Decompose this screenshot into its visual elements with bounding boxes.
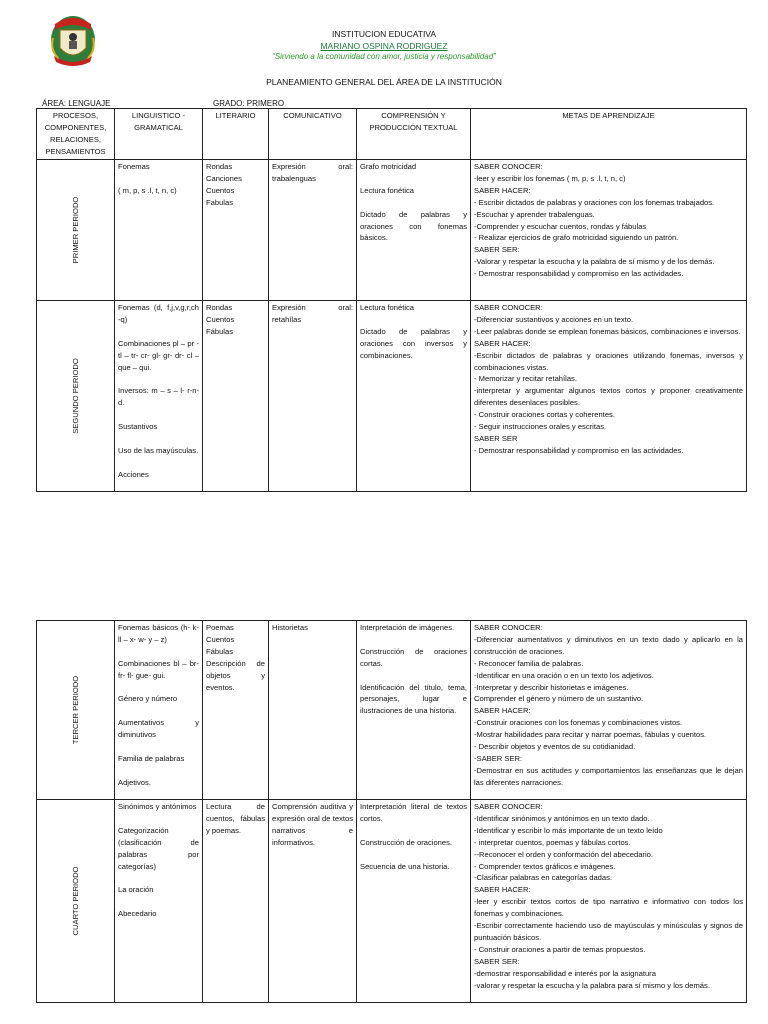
col-header-procesos: PROCESOS, COMPONENTES, RELACIONES, PENSAMIENTOS [37, 109, 115, 160]
period-label-cell [37, 301, 115, 492]
linguistico-text: Aumentativos y diminutivos [118, 718, 199, 740]
comunicativo-cell [269, 800, 357, 1003]
metas-text: SABER HACER: [474, 706, 531, 716]
metas-text: -Mostrar habilidades para recitar y narrar poemas, fábulas y cuentos. [474, 730, 707, 740]
literario-text: Cuentos [206, 314, 235, 324]
metas-text: - Memorizar y recitar retahílas. [474, 374, 577, 384]
literario-text: Fábulas [206, 646, 234, 656]
linguistico-text: Familia de palabras [118, 753, 185, 763]
metas-text: SABER HACER: [474, 885, 531, 895]
table-row [37, 621, 747, 800]
literario-text: Canciones [206, 173, 242, 183]
literario-text: Fábulas [206, 326, 234, 336]
metas-text: -Escribir dictados de palabras y oraciones utilizando fonemas, inversos y combinaciones vistas. [474, 350, 743, 372]
metas-text: -valorar y respetar la escucha y la palabra para sí mismo y los demás. [474, 980, 710, 990]
metas-text: - Reconocer familia de palabras. [474, 658, 584, 668]
metas-cell [471, 301, 747, 492]
metas-text: -Identificar y escribir lo más importante de un texto leído [474, 825, 663, 835]
area-label: ÁREA: LENGUAJE [42, 99, 111, 108]
literario-text: Cuentos [206, 634, 235, 644]
linguistico-cell [115, 160, 203, 301]
metas-text: -Comprender y escuchar cuentos, rondas y fábulas [474, 221, 647, 231]
metas-text: -Clasificar palabras en categorías dadas. [474, 873, 613, 883]
comprension-text: Grafo motricidad [360, 162, 417, 171]
metas-cell [471, 621, 747, 800]
metas-text: SABER CONOCER: [474, 162, 543, 171]
period-label: PRIMER PERIODO [70, 196, 80, 264]
metas-text: -Demostrar en sus actitudes y comportamientos las enseñanzas que le dejan las diferentes narraciones. [474, 765, 743, 787]
literario-cell [203, 301, 269, 492]
col-header-metas: METAS DE APRENDIZAJE [471, 109, 747, 160]
metas-cell [471, 800, 747, 1003]
comprension-cell [357, 160, 471, 301]
metas-text: -Interpretar y describir historietas e imágenes. [474, 682, 629, 692]
metas-text: -Valorar y respetar la escucha y la palabra de sí mismo y de los demás. [474, 257, 715, 267]
comprension-text: Construcción de oraciones. [360, 837, 453, 847]
linguistico-text: ( m, p, s .l, t, n, c) [118, 185, 177, 195]
metas-text: -demostrar responsabilidad e interés por la asignatura [474, 968, 656, 978]
comprension-cell [357, 621, 471, 800]
linguistico-text: Combinaciones bl – br- fr- fl- gue- gui. [118, 658, 199, 680]
grado-label: GRADO: PRIMERO [213, 99, 285, 108]
comunicativo-cell [269, 301, 357, 492]
metas-text: -Escuchar y aprender trabalenguas. [474, 209, 595, 219]
period-label: SEGUNDO PERIODO [70, 358, 80, 434]
metas-text: SABER SER [474, 433, 518, 443]
plan-title: PLANEAMIENTO GENERAL DEL ÁREA DE LA INSTITUCIÓN [266, 77, 502, 87]
metas-text: - Construir oraciones a partir de temas propuestos. [474, 944, 646, 954]
linguistico-text: Inversos: m – s – l- r-n-d. [118, 386, 199, 408]
metas-text: SABER HACER: [474, 338, 531, 348]
literario-text: Cuentos [206, 185, 235, 195]
comunicativo-cell [269, 621, 357, 800]
metas-text: - Realizar ejercicios de grafo motricidad siguiendo un patrón. [474, 233, 679, 243]
literario-text: Lectura de cuentos, fábulas y poemas. [206, 802, 265, 835]
metas-text: -SABER SER: [474, 753, 523, 763]
table-header-row [37, 109, 747, 160]
school-crest-logo [46, 10, 100, 70]
comprension-text: Secuencia de una historia. [360, 861, 450, 871]
comprension-text: Interpretación de imágenes. [360, 623, 455, 632]
metas-text: -leer y escribir los fonemas ( m, p, s .l, t, n, c) [474, 173, 626, 183]
comprension-text: Interpretación literal de textos cortos. [360, 802, 467, 823]
metas-text: -Escribir correctamente haciendo uso de mayúsculas y minúsculas y signos de puntuación básicos. [474, 921, 743, 942]
metas-text: SABER HACER: [474, 185, 531, 195]
linguistico-text: Abecedario [118, 909, 157, 919]
literario-text: Descripción de objetos y eventos. [206, 658, 265, 692]
comprension-text: Lectura fonética [360, 303, 415, 312]
metas-text: - Seguir instrucciones orales y escritas. [474, 422, 607, 432]
literario-cell [203, 160, 269, 301]
metas-text: -Diferenciar aumentativos y diminutivos en un texto dado y aplicarlo en la construcción de oraciones. [474, 634, 743, 656]
metas-text: -Construir oraciones con los fonemas y combinaciones vistos. [474, 718, 683, 728]
metas-text: - interpretar cuentos, poemas y fábulas cortos. [474, 837, 631, 847]
table-row [37, 160, 747, 301]
literario-text: Rondas [206, 162, 233, 171]
metas-text: -Leer palabras donde se emplean fonemas básicos, combinaciones e inversos. [474, 326, 741, 336]
institution-title: INSTITUCION EDUCATIVA [331, 29, 437, 39]
metas-text: Comprender el género y número de un sustantivo. [474, 694, 644, 704]
metas-text: - Demostrar responsabilidad y compromiso en las actividades. [474, 445, 684, 455]
linguistico-text: Adjetivos. [118, 777, 151, 787]
linguistico-text: Fonemas [118, 162, 150, 171]
period-label-cell [37, 160, 115, 301]
comunicativo-text: Expresión oral: trabalenguas [272, 162, 353, 183]
linguistico-cell [115, 621, 203, 800]
institution-name: MARIANO OSPINA RODRIGUEZ [320, 41, 448, 51]
linguistico-text: Combinaciones pl – pr - tl – tr- cr- gl- gr- dr- cl – que – qui. [118, 338, 199, 372]
period-label-cell [37, 800, 115, 1003]
linguistico-text: Acciones [118, 469, 149, 479]
literario-text: Fabulas [206, 197, 234, 207]
linguistico-text: Sustantivos [118, 422, 158, 432]
literario-cell [203, 800, 269, 1003]
metas-text: - Escribir dictados de palabras y oraciones con los fonemas trabajados. [474, 197, 715, 207]
col-header-comunicativo: COMUNICATIVO [269, 109, 357, 160]
metas-text: SABER SER: [474, 245, 520, 255]
comunicativo-text: Comprensión auditiva y expresión oral de textos narrativos e informativos. [272, 802, 353, 847]
metas-text: SABER SER: [474, 956, 520, 966]
metas-text: -interpretar y argumentar algunos textos cortos y proponer creativamente diferentes desenlaces posibles. [474, 386, 743, 408]
plan-table-page-2 [36, 620, 747, 1003]
linguistico-cell [115, 301, 203, 492]
col-header-comprension: COMPRENSIÓN Y PRODUCCIÓN TEXTUAL [357, 109, 471, 160]
metas-text: -leer y escribir textos cortos de tipo narrativo e informativo con todos los fonemas y combinaciones. [474, 897, 743, 919]
metas-text: -Identificar sinónimos y antónimos en un texto dado. [474, 813, 650, 823]
period-label: TERCER PERIODO [70, 675, 80, 745]
period-label-cell [37, 621, 115, 800]
linguistico-text: Uso de las mayúsculas. [118, 445, 199, 455]
metas-text: SABER CONOCER: [474, 623, 543, 632]
period-label: CUARTO PERIODO [70, 866, 80, 936]
comprension-text: Dictado de palabras y oraciones con inversos y combinaciones. [360, 326, 467, 360]
linguistico-cell [115, 800, 203, 1003]
comprension-cell [357, 301, 471, 492]
metas-text: - Construir oraciones cortas y coherentes. [474, 410, 615, 420]
linguistico-text: Sinónimos y antónimos [118, 802, 197, 811]
linguistico-text: La oración [118, 885, 154, 895]
institution-motto: “Sirviendo a la comunidad con amor, justicia y responsabilidad” [272, 52, 496, 61]
comunicativo-cell [269, 160, 357, 301]
metas-text: --Reconocer el orden y conformación del abecedario. [474, 849, 653, 859]
comunicativo-text: Expresión oral: retahílas [272, 303, 353, 324]
col-header-linguistico: LINGUISTICO - GRAMATICAL [115, 109, 203, 160]
linguistico-text: Fonemas (d, f,j,v,g,r,ch -q) [118, 303, 199, 324]
metas-text: - Describir objetos y eventos de su cotidianidad. [474, 742, 636, 752]
linguistico-text: Género y número [118, 694, 178, 704]
metas-text: SABER CONOCER: [474, 802, 543, 811]
comprension-cell [357, 800, 471, 1003]
linguistico-text: Categorización (clasificación de palabras por categorías) [118, 825, 199, 871]
col-header-literario: LITERARIO [203, 109, 269, 160]
table-row [37, 301, 747, 492]
comprension-text: Dictado de palabras y oraciones con fonemas básicos. [360, 209, 467, 243]
comprension-text: Construcción de oraciones cortas. [360, 646, 467, 668]
literario-cell [203, 621, 269, 800]
table-row [37, 800, 747, 1003]
comprension-text: Lectura fonética [360, 185, 415, 195]
literario-text: Poemas [206, 623, 234, 632]
literario-text: Rondas [206, 303, 233, 312]
metas-text: SABER CONOCER: [474, 303, 543, 312]
comunicativo-text: Historietas [272, 623, 308, 632]
metas-text: - Comprender textos gráficos e imágenes. [474, 861, 616, 871]
plan-table-page-1 [36, 108, 747, 492]
metas-text: - Demostrar responsabilidad y compromiso en las actividades. [474, 269, 684, 279]
metas-cell [471, 160, 747, 301]
metas-text: -Identificar en una oración o en un texto los adjetivos. [474, 670, 654, 680]
comprension-text: Identificación del título, tema, personajes, lugar e ilustraciones de una historia. [360, 682, 467, 716]
metas-text: -Diferenciar sustantivos y acciones en un texto. [474, 314, 634, 324]
linguistico-text: Fonemas básicos (h- k- ll – x- w- y – z) [118, 623, 199, 644]
